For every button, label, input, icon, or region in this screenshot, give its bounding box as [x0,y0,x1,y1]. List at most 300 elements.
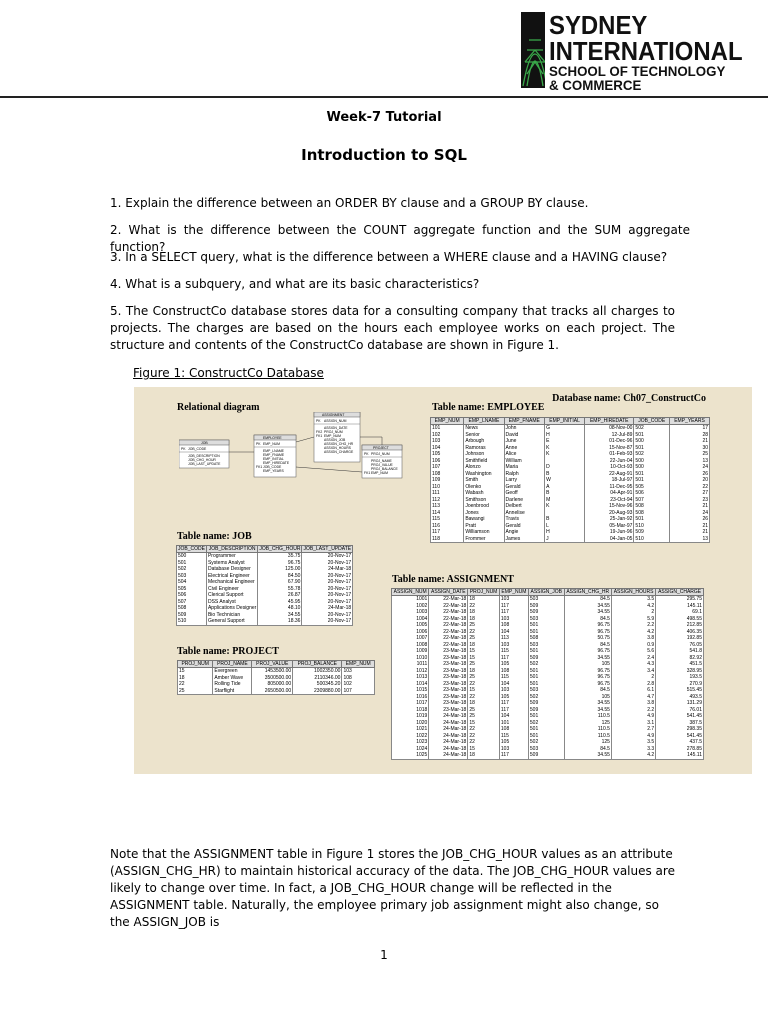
table-cell: 506 [177,592,207,599]
table-row [178,668,375,675]
table-cell: 278.85 [656,746,704,753]
column-header: EMP_NUM [342,661,375,668]
table-cell: A [545,484,585,491]
table-cell: 48.10 [258,605,302,612]
table-cell: 125 [564,720,611,727]
table-cell: Angie [504,529,545,536]
table-cell: 96.75 [564,629,611,636]
table-cell: 22 [468,694,500,701]
table-header-row [392,589,704,596]
school-logo [521,10,759,93]
table-cell: 1022 [392,733,429,740]
table-cell: 501 [634,432,670,439]
table-cell: 145.11 [656,603,704,610]
table-cell: 270.9 [656,681,704,688]
table-cell: 107 [431,464,464,471]
table-cell: 27 [670,490,710,497]
table-cell: 125.00 [258,566,302,573]
table-cell: 35.75 [258,553,302,560]
table-cell: 1018 [392,707,429,714]
table-cell: Annelise [504,510,545,517]
table-cell: 21 [670,529,710,536]
table-cell: 1006 [392,629,429,636]
table-cell: 4.2 [611,629,655,636]
table-row [431,536,710,543]
table-cell: 103 [431,438,464,445]
table-cell: 212.85 [656,622,704,629]
table-cell: 22-Mar-18 [429,642,468,649]
table-cell: D [545,464,585,471]
employee-table-label: Table name: EMPLOYEE [432,402,545,413]
svg-text:EMPLOYEE: EMPLOYEE [263,436,282,440]
table-cell: 20-Nov-17 [302,579,353,586]
table-cell: 20-Nov-17 [302,560,353,567]
svg-text:FK1: FK1 [256,465,263,469]
svg-text:ASSIGNMENT: ASSIGNMENT [322,413,345,417]
table-cell: 501 [528,668,564,675]
column-header: JOB_CODE [178,546,205,552]
table-cell: 493.5 [656,694,704,701]
table-cell: 20 [670,477,710,484]
table-cell: 503 [528,746,564,753]
table-cell: 15 [178,668,213,675]
assignment-note: Note that the ASSIGNMENT table in Figure 1 stores the JOB_CHG_HOUR values as an attribute (ASSIGN_CHG_HR) to maintain historical accuracy of the data. The JOB_CHG_HOUR values are likely to change over time. In fact, a JOB_CHG_HOUR change will be reflected in the ASSIGNMENT table. Naturally, the employee primary job assignment might also change, so the ASSIGN_JOB is [110,847,675,929]
table-cell: M [545,497,585,504]
logo-line-3: SCHOOL OF TECHNOLOGY [548,63,725,79]
table-cell: 24-Mar-18 [302,566,353,573]
table-cell: 22 [178,681,213,688]
table-cell: 503 [528,687,564,694]
table-cell: Washington [464,471,504,478]
table-cell: 96.75 [564,622,611,629]
table-cell: 1007 [392,635,429,642]
table-cell: 19-Jun-96 [585,529,634,536]
table-cell: 05-Mar-97 [585,523,634,530]
table-cell: 108 [499,668,528,675]
table-cell: Maria [504,464,545,471]
table-cell: W [545,477,585,484]
question-5: 5. The ConstructCo database stores data for a consulting company that tracks all charges to projects. The charges are based on the hours each employee works on each project. The structure and contents of the ConstructCo database are shown in Figure 1. [110,304,675,352]
table-cell: 1024 [392,746,429,753]
table-cell: 104 [431,445,464,452]
table-cell: B [545,490,585,497]
table-cell: 498.55 [656,616,704,623]
table-cell: Alice [504,451,545,458]
table-cell: 192.85 [656,635,704,642]
figure-caption: Figure 1: ConstructCo Database [133,366,324,380]
table-cell: 20-Nov-17 [302,592,353,599]
table-header-row [177,546,353,553]
svg-text:EMP_HIREDATE: EMP_HIREDATE [263,461,290,465]
table-cell: 103 [342,668,375,675]
table-cell: 20-Nov-17 [302,612,353,619]
question-4: 4. What is a subquery, and what are its basic characteristics? [110,277,480,291]
table-cell: 22 [468,733,500,740]
table-cell: 500 [634,464,670,471]
table-cell: 22-Mar-18 [429,616,468,623]
table-cell: 328.95 [656,668,704,675]
table-cell: 2650500.00 [252,688,293,695]
table-cell: 22 [468,681,500,688]
table-cell: 108 [431,471,464,478]
svg-text:ASSIGN_NUM: ASSIGN_NUM [324,419,347,423]
table-cell: 500345.20 [293,681,342,688]
table-cell: 502 [528,694,564,701]
table-cell: 105 [564,694,611,701]
table-cell: 510 [177,618,207,625]
table-cell: 22-Aug-91 [585,471,634,478]
table-cell: 1016 [392,694,429,701]
table-cell: 108 [499,726,528,733]
table-cell: Applications Designer [207,605,257,611]
column-header: PROJ_VALUE [252,661,293,668]
column-header: EMP_NUM [501,589,527,595]
table-cell: 22 [670,484,710,491]
table-cell: 101 [499,720,528,727]
logo-line-2: INTERNATIONAL [548,36,743,66]
table-cell: 2.8 [611,681,655,688]
page-title: Introduction to SQL [301,146,467,164]
column-header: JOB_DESCRIPTION [206,546,257,553]
table-cell: Alonzo [464,464,504,471]
table-cell: 23-Mar-18 [429,681,468,688]
table-cell: 5.6 [611,648,655,655]
table-cell: Amber Wave [213,675,252,682]
table-cell: 24-Mar-18 [429,752,468,759]
table-cell: Database Designer [206,566,257,573]
table-cell: 23-Mar-18 [429,687,468,694]
table-cell: 503 [528,616,564,623]
table-cell: 502 [528,661,564,668]
question-3: 3. In a SELECT query, what is the difference between a WHERE clause and a HAVING clause? [110,250,668,264]
table-cell: 541.8 [656,648,704,655]
logo-line-1: SYDNEY [548,10,647,40]
column-header: ASSIGN_DATE [429,589,468,596]
table-cell: 501 [634,516,670,523]
table-cell: David [504,432,545,439]
table-cell: 508 [634,510,670,517]
svg-text:ASSIGN_CHARGE: ASSIGN_CHARGE [324,450,354,454]
svg-text:JOB_LAST_UPDATE: JOB_LAST_UPDATE [188,462,221,466]
table-cell: 24-Mar-18 [429,720,468,727]
table-cell: June [504,438,545,445]
column-header: EMP_FNAME [504,418,545,425]
diagram-entity-project [362,445,402,478]
project-table [177,660,375,695]
table-cell: News [464,425,504,432]
diagram-job-title: JOB [201,441,208,445]
table-cell: 3.5 [611,739,655,746]
table-cell: 11-Dec-95 [585,484,634,491]
table-cell: 501 [177,560,207,567]
table-cell: 298.35 [656,726,704,733]
table-cell: Bio Technician [206,612,257,619]
table-cell: 2.7 [611,726,655,733]
table-cell: 510 [634,536,670,543]
table-cell: 387.5 [656,720,704,727]
table-cell: 510 [634,523,670,530]
table-cell: 115 [499,674,528,681]
table-cell: 105 [431,451,464,458]
table-cell: 1015 [392,687,429,694]
table-cell: 110.5 [564,733,611,740]
table-row [177,618,353,625]
table-cell: 2.4 [611,655,655,662]
table-cell: 1013 [392,674,429,681]
table-cell: 502 [528,720,564,727]
table-cell: 3.3 [611,746,655,753]
table-cell: 3.8 [611,635,655,642]
table-cell: 84.5 [564,746,611,753]
svg-text:EMP_NUM: EMP_NUM [324,434,341,438]
table-cell: General Support [206,618,257,625]
svg-text:EMP_NUM: EMP_NUM [371,471,388,475]
project-table-label: Table name: PROJECT [177,646,279,657]
table-cell: 13 [670,536,710,543]
svg-text:EMP_LNAME: EMP_LNAME [263,449,284,453]
table-cell: 24-Mar-18 [429,739,468,746]
table-cell: 4.2 [611,603,655,610]
table-cell: 3.5 [611,596,655,603]
table-cell: 503 [177,573,207,580]
table-cell: 30 [670,445,710,452]
column-header: JOB_CODE [634,418,670,425]
table-cell: 15 [468,655,500,662]
table-row [392,596,704,603]
table-cell: Ralph [504,471,545,478]
table-cell: 15 [468,648,500,655]
table-cell: 23-Mar-18 [429,694,468,701]
table-cell: 104 [499,681,528,688]
table-cell: 110.5 [564,713,611,720]
table-cell: 76.05 [656,642,704,649]
table-cell: 103 [499,616,528,623]
svg-text:EMP_NUM: EMP_NUM [263,442,280,446]
table-cell: 18 [468,642,500,649]
table-cell: 18.36 [258,618,302,625]
table-cell: Evergreen [213,668,252,675]
table-cell: 505 [634,484,670,491]
table-cell: 131.29 [656,700,704,707]
table-cell: 15 [468,720,500,727]
table-cell: 3.1 [611,720,655,727]
table-cell: 20-Nov-17 [302,618,353,625]
table-cell: 509 [528,752,564,759]
table-cell: 101 [431,425,464,432]
table-cell: 105 [499,661,528,668]
table-cell: 21 [670,438,710,445]
table-cell: 114 [431,510,464,517]
tutorial-week: Week-7 Tutorial [326,110,442,125]
svg-text:ASSIGN_JOB: ASSIGN_JOB [324,438,346,442]
table-cell: Delbert [504,503,545,510]
database-name: Database name: Ch07_ConstructCo [552,393,706,404]
bridge-emblem-icon [521,12,545,88]
table-cell: 112 [431,497,464,504]
column-header: PROJ_NAME [213,661,252,668]
table-cell: 22-Mar-18 [429,635,468,642]
svg-text:PROJ_NUM: PROJ_NUM [324,430,343,434]
table-cell: 18-Jul-97 [585,477,634,484]
table-cell: Electrical Engineer [206,573,257,580]
table-cell: Pratt [464,523,504,530]
table-cell: 24-Mar-18 [429,746,468,753]
table-cell: 1005 [392,622,429,629]
relational-diagram [179,412,404,494]
table-cell: 508 [177,605,207,612]
table-cell: 20-Nov-17 [302,553,353,560]
table-cell: Smithson [464,497,504,504]
table-cell: 1001 [392,596,429,603]
svg-text:JOB_CODE: JOB_CODE [188,447,207,451]
table-cell: L [545,523,585,530]
table-cell: 17 [670,425,710,432]
table-cell: 113 [499,635,528,642]
table-cell: 113 [431,503,464,510]
diagram-entity-job [179,440,229,468]
table-cell: Anne [504,445,545,452]
table-cell: 3.4 [611,668,655,675]
table-cell: 24-Mar-18 [429,713,468,720]
column-header: EMP_INITIAL [545,418,585,425]
column-header: ASSIGN_CHG_HR [564,589,611,596]
table-cell: 103 [499,687,528,694]
table-cell: 24-Mar-18 [302,605,353,612]
svg-text:FK1: FK1 [316,434,323,438]
table-row [178,688,375,695]
table-cell: 1004 [392,616,429,623]
table-cell: 1453500.00 [252,668,293,675]
table-cell: 2 [611,609,655,616]
table-row [392,752,704,759]
table-cell: William [504,458,545,465]
table-cell: 501 [634,477,670,484]
relational-diagram-label: Relational diagram [177,402,260,413]
table-cell: 115 [499,648,528,655]
table-cell: 105 [564,661,611,668]
table-cell: 20-Nov-17 [302,586,353,593]
table-cell: 508 [634,503,670,510]
table-cell: 25-Jan-92 [585,516,634,523]
table-cell: 25 [468,661,500,668]
table-cell: 1017 [392,700,429,707]
table-cell: 506 [634,490,670,497]
table-cell: 04-Jan-05 [585,536,634,543]
table-cell: James [504,536,545,543]
table-cell: 1021 [392,726,429,733]
table-cell: 22 [468,726,500,733]
table-cell: 106 [431,458,464,465]
table-cell: 501 [528,648,564,655]
table-cell: 96.75 [564,668,611,675]
column-header: ASSIGN_NUM [392,589,429,596]
table-cell: 108 [499,622,528,629]
table-cell: 23 [670,497,710,504]
table-cell: 1011 [392,661,429,668]
table-row [177,553,353,560]
table-cell: 4.9 [611,713,655,720]
table-cell: Bawangi [464,516,504,523]
table-cell: 25 [468,713,500,720]
svg-text:PROJECT: PROJECT [373,446,389,450]
table-cell: 103 [499,596,528,603]
table-cell: 22 [468,629,500,636]
table-cell: 103 [499,642,528,649]
column-header: ASSIGN_HOURS [611,589,655,596]
employee-table [430,417,710,543]
table-cell: 23-Mar-18 [429,707,468,714]
table-cell: 1019 [392,713,429,720]
table-cell: Travis [504,516,545,523]
table-cell: 507 [177,599,207,606]
table-cell: 84.5 [564,642,611,649]
table-cell: 4.3 [611,661,655,668]
table-cell: 01-Dec-96 [585,438,634,445]
table-cell: 1002 [392,603,429,610]
table-cell: 502 [634,425,670,432]
svg-text:PROJ_BALANCE: PROJ_BALANCE [371,467,398,471]
svg-text:PK: PK [316,419,321,423]
table-cell: 501 [528,733,564,740]
table-cell: 34.55 [258,612,302,619]
table-cell: 505 [177,586,207,593]
table-cell: 102 [431,432,464,439]
table-cell: 84.5 [564,616,611,623]
table-cell: 25 [468,622,500,629]
table-cell: 109 [431,477,464,484]
table-cell: 0.9 [611,642,655,649]
assignment-table [391,588,704,760]
table-cell: 118 [431,536,464,543]
table-cell: Mechanical Engineer [206,579,257,586]
table-cell: 25 [468,674,500,681]
table-cell: 20-Aug-93 [585,510,634,517]
table-cell: 501 [528,713,564,720]
table-cell: 502 [528,739,564,746]
table-cell: 4.7 [611,694,655,701]
table-cell: 515.45 [656,687,704,694]
table-cell: 110.5 [564,726,611,733]
table-cell: 125 [564,739,611,746]
table-cell: B [545,516,585,523]
table-cell: 96.75 [258,560,302,567]
table-cell: Senior [464,432,504,439]
svg-text:ASSIGN_DATE: ASSIGN_DATE [324,426,348,430]
table-cell: 1002350.00 [293,668,342,675]
table-cell: K [545,451,585,458]
table-cell: 15 [468,687,500,694]
table-cell: 22-Mar-18 [429,596,468,603]
svg-text:PK: PK [256,442,261,446]
svg-text:PK: PK [181,447,186,451]
table-cell: 541.45 [656,733,704,740]
assignment-table-label: Table name: ASSIGNMENT [392,574,514,585]
table-cell: 503 [528,596,564,603]
svg-text:PROJ_NAME: PROJ_NAME [371,459,392,463]
table-cell: 4.9 [611,733,655,740]
table-cell: 50.75 [564,635,611,642]
table-cell: 22-Mar-18 [429,629,468,636]
table-cell: 1008 [392,642,429,649]
table-cell: 509 [528,609,564,616]
column-header: ASSIGN_JOB [528,589,564,596]
svg-text:ASSIGN_HOURS: ASSIGN_HOURS [324,446,351,450]
table-cell: 437.5 [656,739,704,746]
svg-text:JOB_CHG_HOUR: JOB_CHG_HOUR [188,458,216,462]
table-cell: 105 [499,694,528,701]
logo-line-4: & COMMERCE [548,77,641,93]
column-header: PROJ_NUM [178,661,213,668]
